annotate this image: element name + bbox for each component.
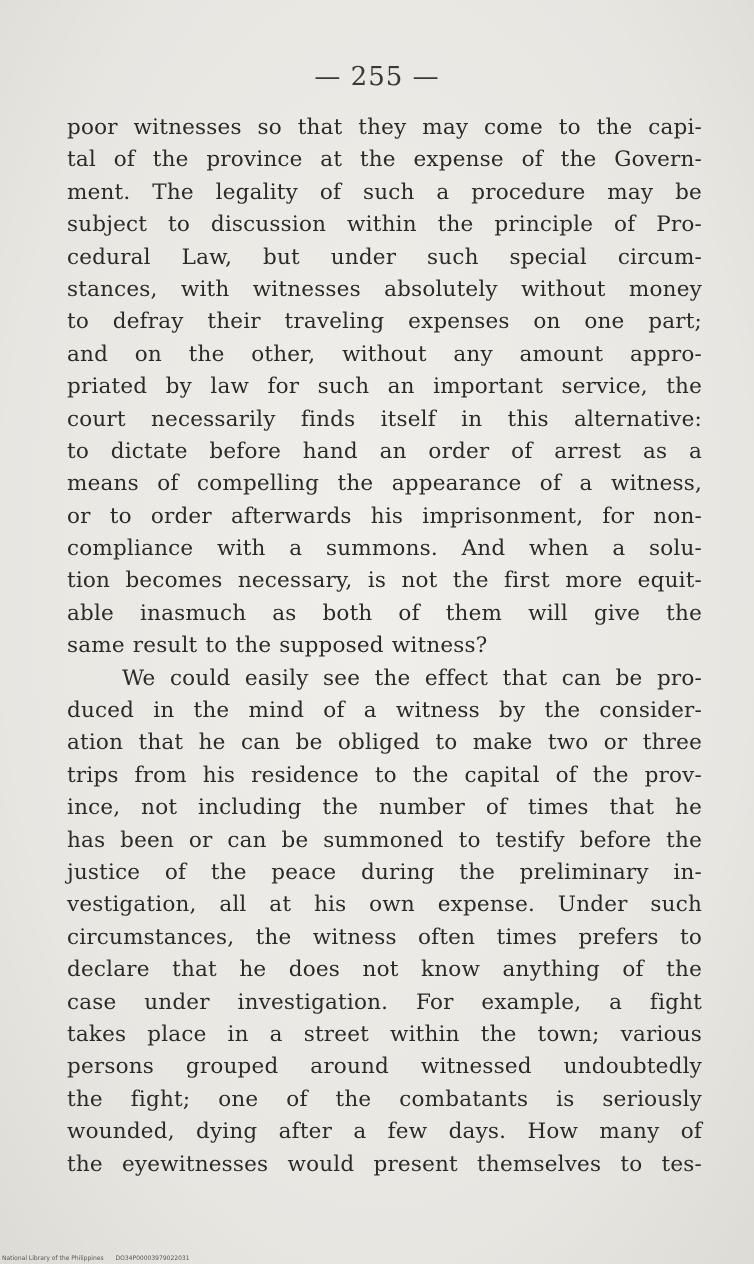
library-credit: National Library of the Philippines xyxy=(2,1255,104,1262)
text-line: means of compelling the appearance of a witness, xyxy=(67,471,702,497)
text-line: the fight; one of the combatants is seriously xyxy=(67,1086,702,1112)
paragraph-end-line: same result to the supposed witness? xyxy=(67,633,488,659)
text-line: trips from his residence to the capital of the prov- xyxy=(67,762,702,788)
text-line: and on the other, without any amount appro- xyxy=(67,341,702,367)
text-line: circumstances, the witness often times prefers to xyxy=(67,924,702,950)
text-line: vestigation, all at his own expense. Under such xyxy=(67,892,702,918)
text-line: case under investigation. For example, a fight xyxy=(67,989,702,1015)
text-line: to defray their traveling expenses on one part; xyxy=(67,309,702,335)
text-line: has been or can be summoned to testify before the xyxy=(67,827,702,853)
paragraph-start-line: We could easily see the effect that can be pro- xyxy=(122,665,702,691)
page-number: — 255 — xyxy=(314,62,440,92)
text-line: ince, not including the number of times that he xyxy=(67,795,702,821)
text-line: ation that he can be obliged to make two or three xyxy=(67,730,702,756)
text-line: persons grouped around witnessed undoubtedly xyxy=(67,1054,702,1080)
text-line: or to order afterwards his imprisonment, for non- xyxy=(67,503,702,529)
text-line: the eyewitnesses would present themselves to tes- xyxy=(67,1151,702,1177)
text-line: able inasmuch as both of them will give the xyxy=(67,600,702,626)
text-line: cedural Law, but under such special circum- xyxy=(67,244,702,270)
text-line: tion becomes necessary, is not the first more equit- xyxy=(67,568,702,594)
text-line: subject to discussion within the principle of Pro- xyxy=(67,212,702,238)
text-line: tal of the province at the expense of the Govern- xyxy=(67,147,702,173)
text-line: duced in the mind of a witness by the consider- xyxy=(67,698,702,724)
text-line: court necessarily finds itself in this alternative: xyxy=(67,406,702,432)
text-line: declare that he does not know anything of the xyxy=(67,957,702,983)
text-line: poor witnesses so that they may come to the capi- xyxy=(67,115,702,140)
scan-identifier: DO34P00003979022031 xyxy=(115,1255,190,1262)
text-line: ment. The legality of such a procedure may be xyxy=(67,179,702,205)
text-line: stances, with witnesses absolutely without money xyxy=(67,276,702,302)
scan-footer xyxy=(2,1255,190,1262)
text-line: priated by law for such an important service, the xyxy=(67,374,702,400)
text-line: to dictate before hand an order of arrest as a xyxy=(67,438,702,464)
text-line: takes place in a street within the town; various xyxy=(67,1021,702,1047)
body-text xyxy=(67,112,702,1181)
text-line: wounded, dying after a few days. How many of xyxy=(67,1119,702,1145)
text-line: compliance with a summons. And when a solu- xyxy=(67,536,702,562)
text-line: justice of the peace during the preliminary in- xyxy=(67,859,702,885)
